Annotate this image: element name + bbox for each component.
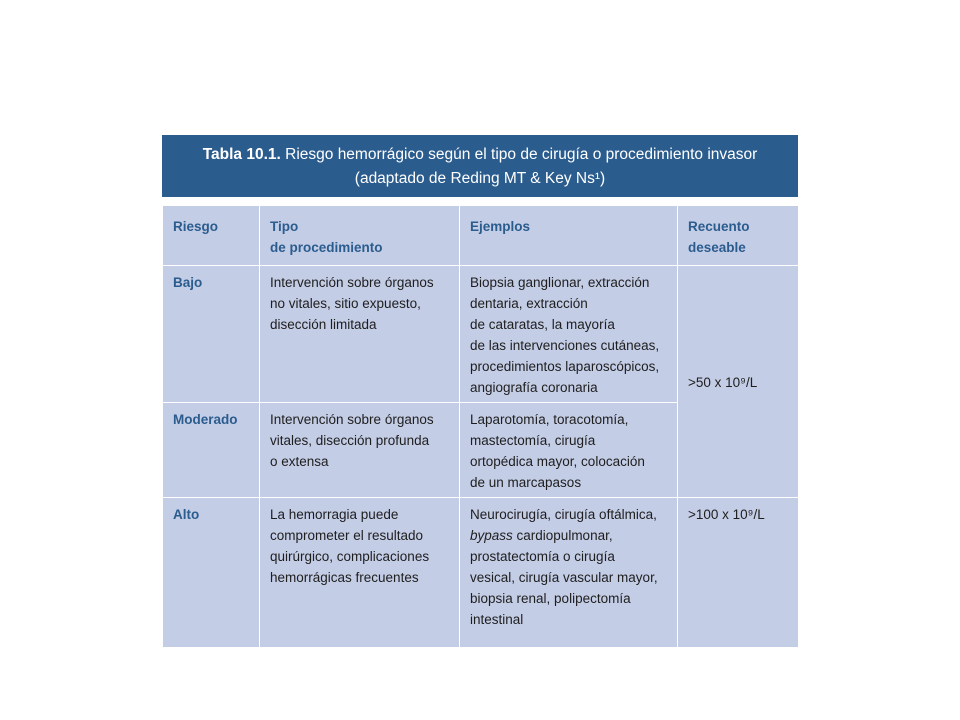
risk-level-bajo: Bajo <box>163 266 260 403</box>
header-ejemplos: Ejemplos <box>460 206 678 266</box>
ejemplos-cell-alto: Neurocirugía, cirugía oftálmica, bypass cardiopulmonar, prostatectomía o cirugía vesical, cirugía vascular mayor, biopsia renal, polipectomía intestinal <box>460 498 678 648</box>
caption-line-1 <box>162 143 798 167</box>
header-tipo: Tipo de procedimiento <box>260 206 460 266</box>
ejemplos-cell-moderado: Laparotomía, toracotomía, mastectomía, cirugía ortopédica mayor, colocación de un marcapasos <box>460 403 678 498</box>
risk-grid <box>162 205 799 648</box>
header-riesgo: Riesgo <box>163 206 260 266</box>
ejemplos-cell-bajo: Biopsia ganglionar, extracción dentaria, extracción de cataratas, la mayoría de las intervenciones cutáneas, procedimientos laparoscópicos, angiografía coronaria <box>460 266 678 403</box>
caption-gap <box>162 197 798 205</box>
bleeding-risk-table <box>162 135 798 648</box>
recuento-cell-bajo-moderado: >50 x 10⁹/L <box>678 266 799 498</box>
tipo-cell-moderado: Intervención sobre órganos vitales, disección profunda o extensa <box>260 403 460 498</box>
caption-title: Riesgo hemorrágico según el tipo de cirugía o procedimiento invasor <box>280 146 758 163</box>
table-row-alto <box>163 498 799 648</box>
caption-label: Tabla 10.1. <box>202 146 281 163</box>
header-recuento: Recuento deseable <box>678 206 799 266</box>
risk-level-alto: Alto <box>163 498 260 648</box>
table-row-bajo <box>163 266 799 403</box>
table-header-row <box>163 206 799 266</box>
recuento-cell-alto: >100 x 10⁹/L <box>678 498 799 648</box>
tipo-cell-alto: La hemorragia puede comprometer el resultado quirúrgico, complicaciones hemorrágicas frecuentes <box>260 498 460 648</box>
risk-level-moderado: Moderado <box>163 403 260 498</box>
table-caption <box>162 135 798 197</box>
tipo-cell-bajo: Intervención sobre órganos no vitales, sitio expuesto, disección limitada <box>260 266 460 403</box>
bypass-italic: bypass <box>470 528 513 543</box>
caption-subtitle: (adaptado de Reding MT & Key Ns¹) <box>354 170 606 187</box>
